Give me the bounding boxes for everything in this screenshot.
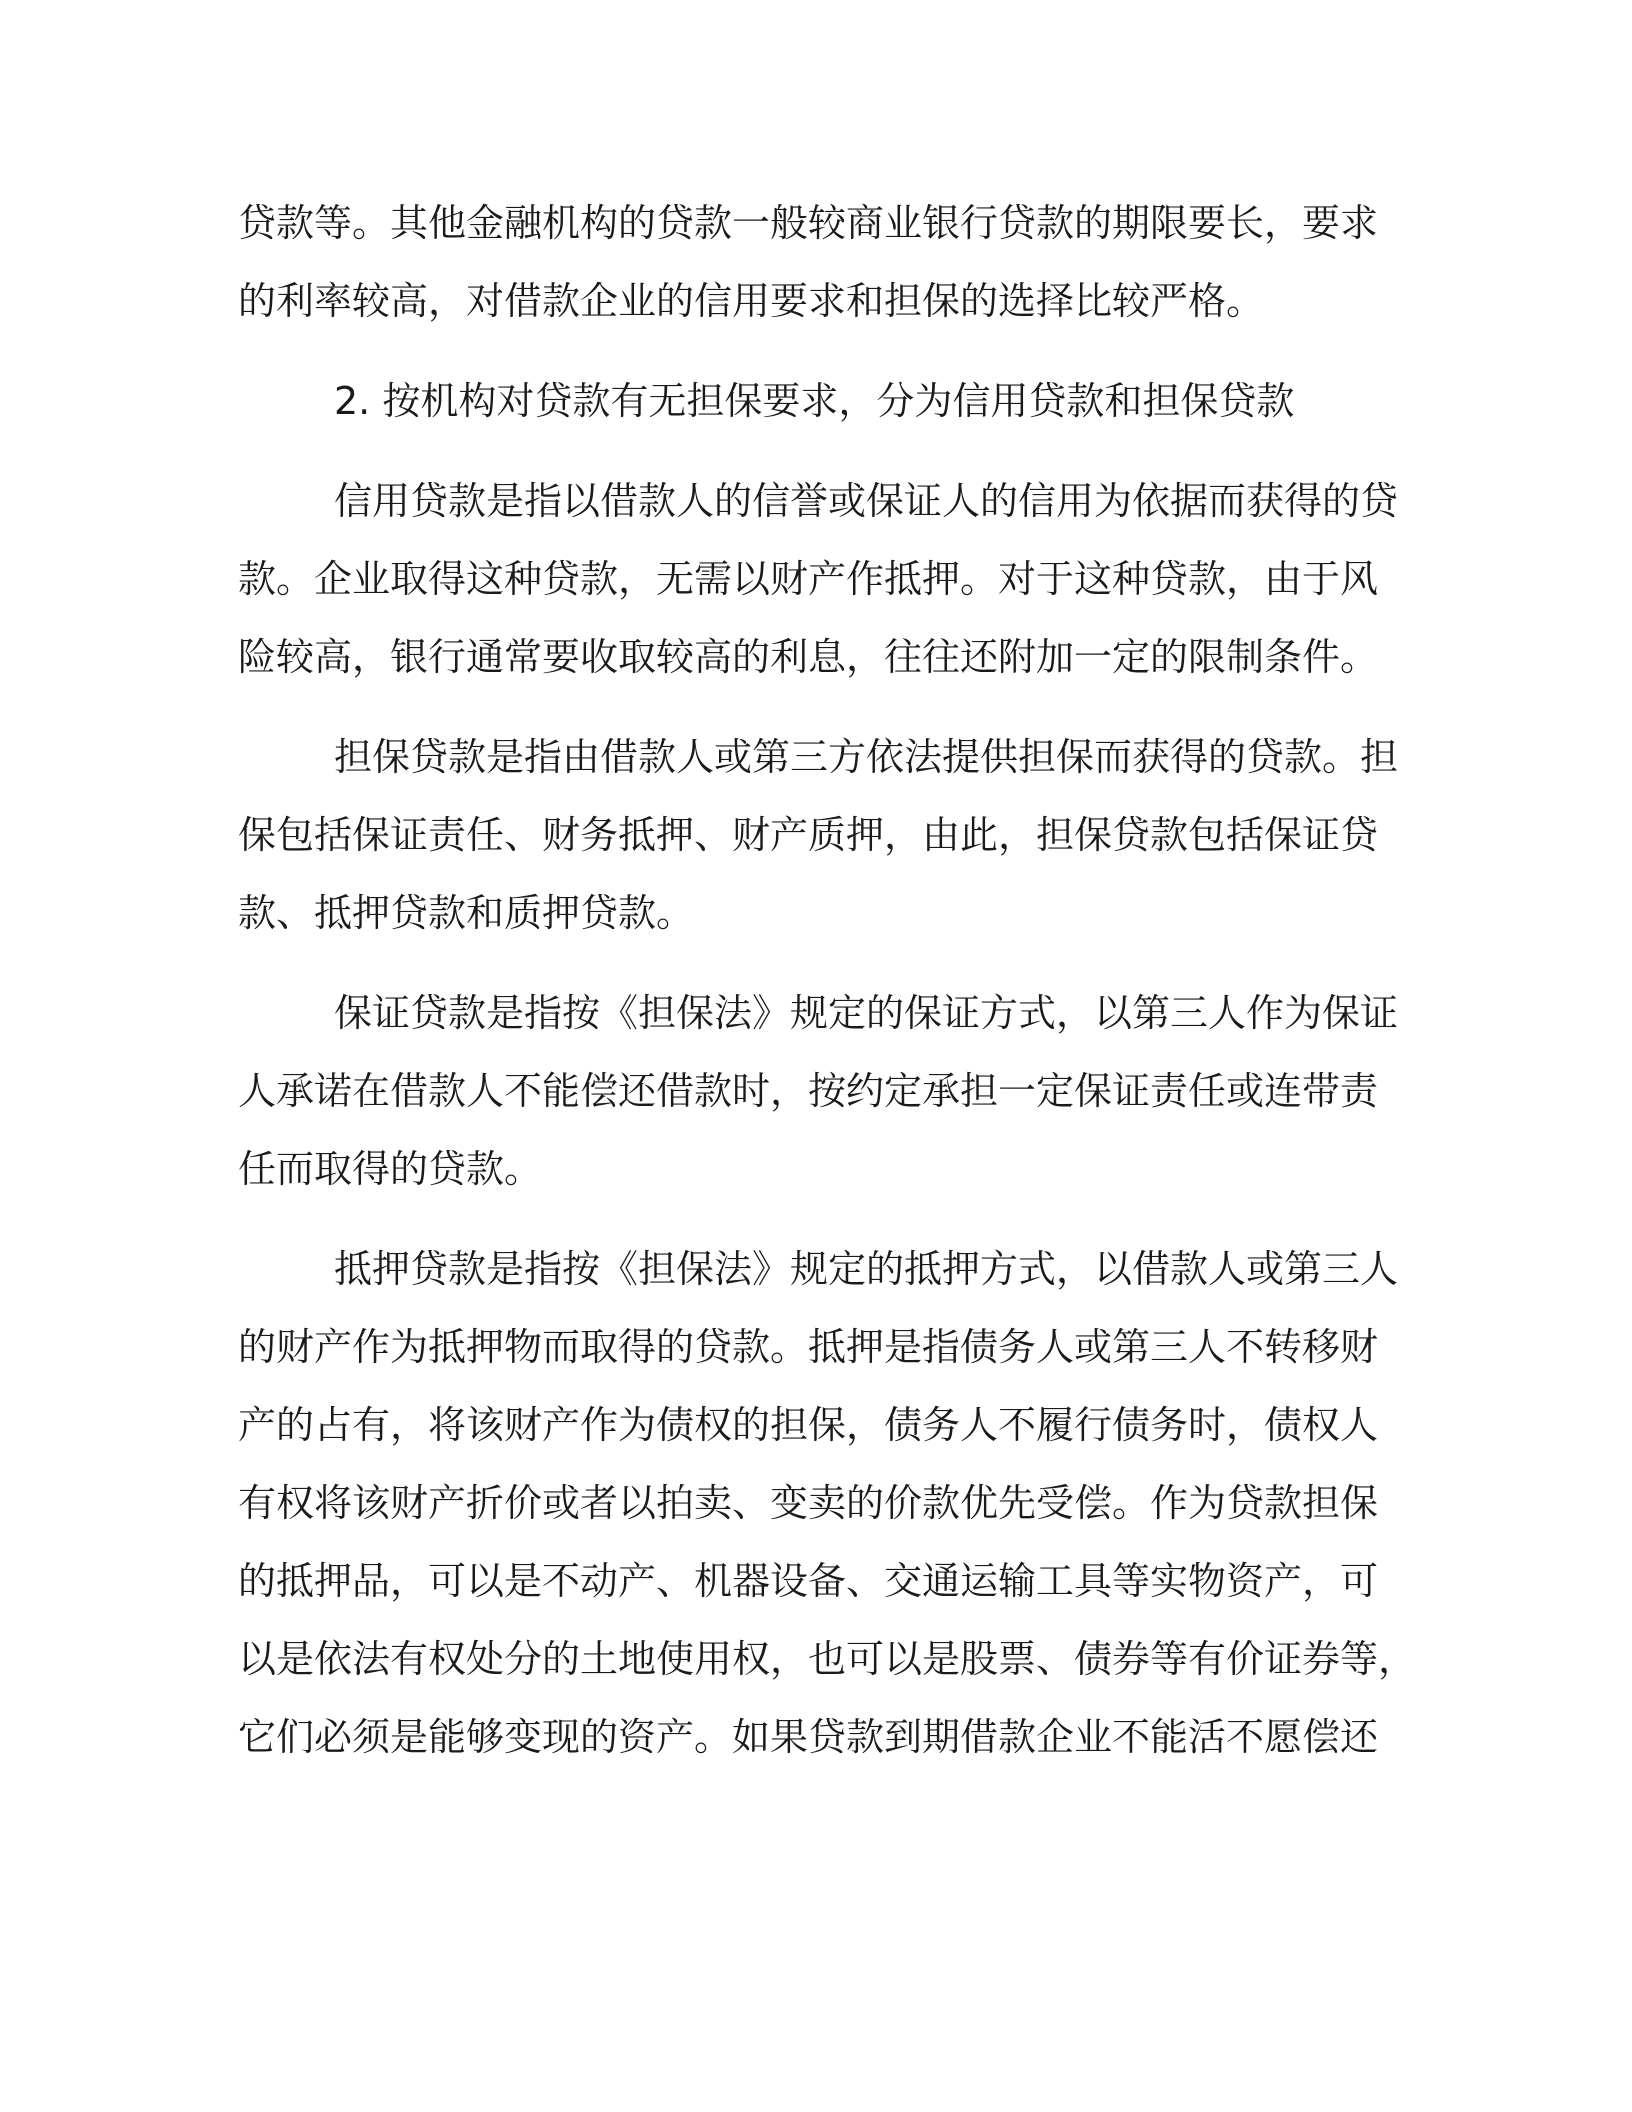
body-text bbox=[238, 184, 1417, 1798]
paragraph-surety-loan bbox=[238, 974, 1399, 1208]
text-line: 的利率较高，对借款企业的信用要求和担保的选择比较严格。 bbox=[238, 279, 1265, 323]
paragraph-mortgage-loan bbox=[238, 1230, 1417, 1776]
text-line: 保证贷款是指按《担保法》规定的保证方式，以第三人作为保证 bbox=[334, 991, 1399, 1035]
paragraph-other-institutions bbox=[238, 184, 1390, 340]
text-line: 担保贷款是指由借款人或第三方依法提供担保而获得的贷款。担 bbox=[334, 735, 1399, 779]
heading-text: 2. 按机构对贷款有无担保要求，分为信用贷款和担保贷款 bbox=[334, 379, 1295, 423]
text-line: 的财产作为抵押物而取得的贷款。抵押是指债务人或第三人不转移财 bbox=[238, 1325, 1379, 1369]
text-line: 贷款等。其他金融机构的贷款一般较商业银行贷款的期限要长，要求 bbox=[238, 201, 1379, 245]
paragraph-guaranteed-loan bbox=[238, 718, 1399, 952]
text-line: 款、抵押贷款和质押贷款。 bbox=[238, 891, 695, 935]
text-line: 抵押贷款是指按《担保法》规定的抵押方式，以借款人或第三人 bbox=[334, 1247, 1399, 1291]
text-line: 信用贷款是指以借款人的信誉或保证人的信用为依据而获得的贷 bbox=[334, 479, 1399, 523]
text-line: 以是依法有权处分的土地使用权，也可以是股票、债券等有价证券等， bbox=[238, 1637, 1417, 1681]
text-line: 有权将该财产折价或者以拍卖、变卖的价款优先受偿。作为贷款担保 bbox=[238, 1481, 1379, 1525]
paragraph-credit-loan bbox=[238, 462, 1399, 696]
text-line: 产的占有，将该财产作为债权的担保，债务人不履行债务时，债权人 bbox=[238, 1403, 1379, 1447]
text-line: 它们必须是能够变现的资产。如果贷款到期借款企业不能活不愿偿还 bbox=[238, 1715, 1379, 1759]
text-line: 的抵押品，可以是不动产、机器设备、交通运输工具等实物资产，可 bbox=[238, 1559, 1379, 1603]
text-line: 险较高，银行通常要收取较高的利息，往往还附加一定的限制条件。 bbox=[238, 635, 1379, 679]
section-heading-guarantee bbox=[238, 362, 1390, 440]
text-line: 人承诺在借款人不能偿还借款时，按约定承担一定保证责任或连带责 bbox=[238, 1069, 1379, 1113]
text-line: 款。企业取得这种贷款，无需以财产作抵押。对于这种贷款，由于风 bbox=[238, 557, 1379, 601]
text-line: 任而取得的贷款。 bbox=[238, 1147, 543, 1191]
text-line: 保包括保证责任、财务抵押、财产质押，由此，担保贷款包括保证贷 bbox=[238, 813, 1379, 857]
